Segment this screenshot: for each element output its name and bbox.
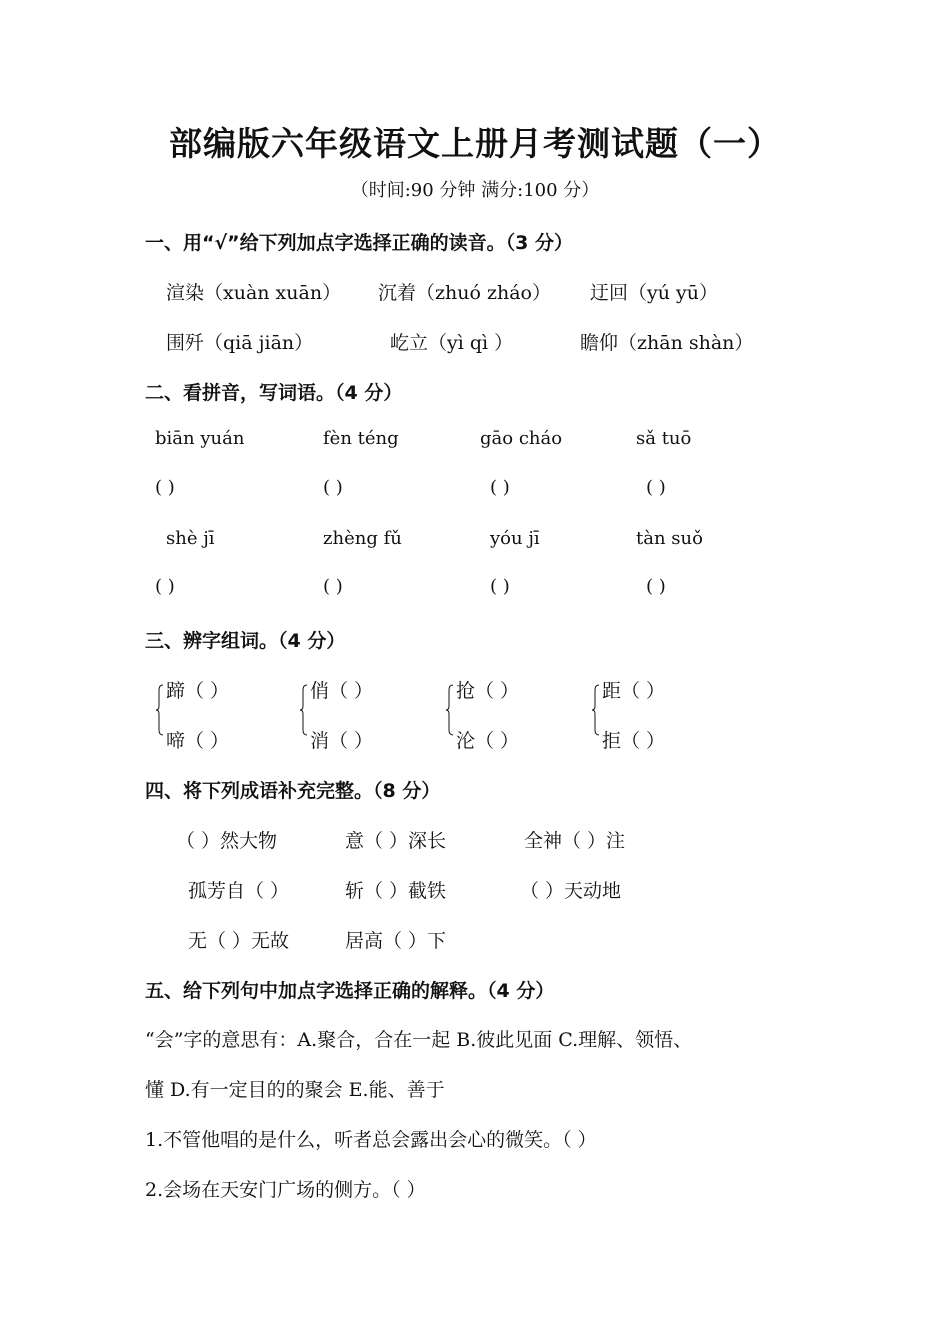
pinyin: fèn téng: [323, 428, 399, 449]
definition-text: “会”字的意思有：A.聚合，合在一起 B.彼此见面 C.理解、领悟、: [145, 1029, 693, 1051]
char-word-pair: 拒（ ）: [602, 730, 666, 752]
answer-blank[interactable]: ( ): [323, 477, 343, 498]
s1-item: 渲染（xuàn xuān）: [166, 282, 342, 304]
answer-blank[interactable]: ( ): [155, 576, 175, 597]
answer-blank[interactable]: ( ): [646, 576, 666, 597]
brace-icon: [300, 684, 308, 736]
answer-blank[interactable]: ( ): [155, 477, 175, 498]
exam-info: （时间:90 分钟 满分:100 分）: [350, 180, 600, 201]
pinyin: shè jī: [166, 528, 215, 549]
pinyin: yóu jī: [490, 528, 540, 549]
s1-item: 屹立（yì qì ）: [390, 332, 514, 354]
char-word-pair: 俏（ ）: [310, 680, 374, 702]
pinyin: zhèng fǔ: [323, 528, 402, 549]
question-2: 2.会场在天安门广场的侧方。（ ）: [145, 1179, 426, 1201]
section-2-heading: 二、看拼音，写词语。（4 分）: [145, 382, 403, 404]
section-1-heading: 一、用“√”给下列加点字选择正确的读音。（3 分）: [145, 232, 573, 254]
brace-icon: [592, 684, 600, 736]
idiom-item: （ ）天动地: [520, 880, 622, 902]
s1-item: 迂回（yú yū）: [590, 282, 718, 304]
answer-blank[interactable]: ( ): [490, 477, 510, 498]
brace-icon: [156, 684, 164, 736]
answer-blank[interactable]: ( ): [323, 576, 343, 597]
pinyin: biān yuán: [155, 428, 245, 449]
char-word-pair: 距（ ）: [602, 680, 666, 702]
section-4-heading: 四、将下列成语补充完整。（8 分）: [145, 780, 441, 802]
idiom-item: 居高（ ）下: [345, 930, 447, 952]
idiom-item: 孤芳自（ ）: [188, 880, 290, 902]
question-1: 1.不管他唱的是什么，听者总会露出会心的微笑。（ ）: [145, 1129, 597, 1151]
char-word-pair: 沦（ ）: [456, 730, 520, 752]
section-5-heading: 五、给下列句中加点字选择正确的解释。（4 分）: [145, 980, 555, 1002]
idiom-item: （ ）然大物: [176, 830, 278, 852]
idiom-item: 意（ ）深长: [345, 830, 447, 852]
char-word-pair: 抢（ ）: [456, 680, 520, 702]
definition-text: 懂 D.有一定目的的聚会 E.能、善于: [145, 1079, 445, 1101]
page-title: 部编版六年级语文上册月考测试题（一）: [169, 124, 781, 163]
idiom-item: 斩（ ）截铁: [345, 880, 447, 902]
answer-blank[interactable]: ( ): [490, 576, 510, 597]
idiom-item: 无（ ）无故: [188, 930, 290, 952]
char-word-pair: 消（ ）: [310, 730, 374, 752]
pinyin: tàn suǒ: [636, 528, 703, 549]
s1-item: 沉着（zhuó zháo）: [378, 282, 551, 304]
idiom-item: 全神（ ）注: [524, 830, 626, 852]
brace-icon: [446, 684, 454, 736]
answer-blank[interactable]: ( ): [646, 477, 666, 498]
char-word-pair: 蹄（ ）: [166, 680, 230, 702]
pinyin: sǎ tuō: [636, 428, 692, 449]
pinyin: gāo cháo: [480, 428, 563, 449]
s1-item: 瞻仰（zhān shàn）: [580, 332, 754, 354]
s1-item: 围歼（qiā jiān）: [166, 332, 314, 354]
char-word-pair: 啼（ ）: [166, 730, 230, 752]
section-3-heading: 三、辨字组词。（4 分）: [145, 630, 346, 652]
